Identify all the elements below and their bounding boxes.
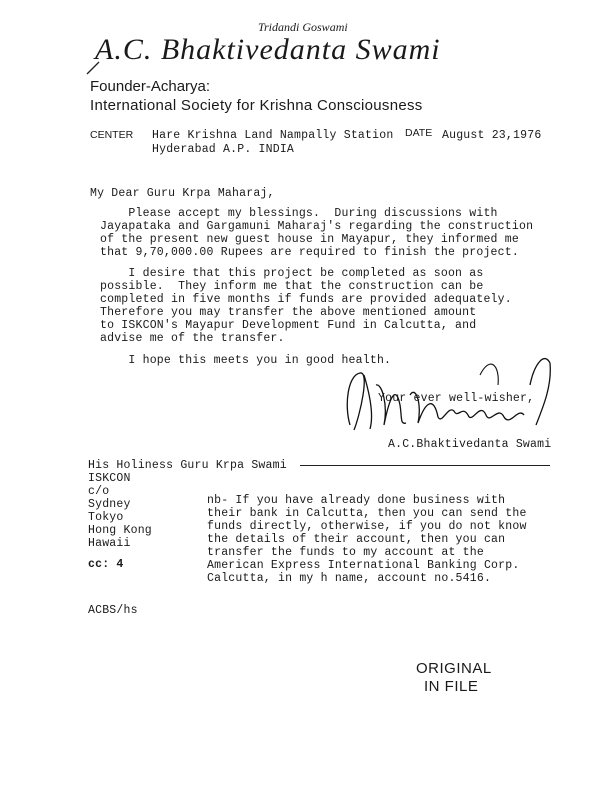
body-line: of the present new guest house in Mayapur, they informed me	[100, 233, 519, 246]
body-line: to ISKCON's Mayapur Development Fund in Calcutta, and	[100, 319, 477, 332]
recipient-line: Sydney	[88, 498, 131, 511]
nb-line: the details of their account, then you can	[207, 533, 506, 546]
date-label: DATE	[405, 127, 433, 139]
recipient-line: ISKCON	[88, 472, 131, 485]
letterhead-title: Tridandi Goswami	[258, 20, 348, 34]
date-value: August 23,1976	[442, 129, 542, 142]
original-stamp-line-1: ORIGINAL	[416, 660, 492, 677]
recipient-line: Hawaii	[88, 537, 131, 550]
nb-line: nb- If you have already done business with	[207, 494, 506, 507]
recipient-line: Hong Kong	[88, 524, 152, 537]
body-line: Please accept my blessings. During discussions with	[100, 207, 498, 220]
center-label: CENTER	[90, 129, 134, 141]
body-line: Therefore you may transfer the above mentioned amount	[100, 306, 477, 319]
letterhead-society: International Society for Krishna Consciousness	[90, 97, 423, 114]
recipient-line: His Holiness Guru Krpa Swami	[88, 459, 287, 472]
nb-line: transfer the funds to my account at the	[207, 546, 484, 559]
body-line: advise me of the transfer.	[100, 332, 285, 345]
signer-name: A.C.Bhaktivedanta Swami	[388, 438, 552, 451]
recipient-line: Tokyo	[88, 511, 124, 524]
letterhead-founder: Founder-Acharya:	[90, 78, 211, 95]
nb-line: American Express International Banking Corp.	[207, 559, 520, 572]
nb-line: funds directly, otherwise, if you do not know	[207, 520, 527, 533]
body-line: I hope this meets you in good health.	[100, 354, 392, 367]
nb-line: Calcutta, in my h name, account no.5416.	[207, 572, 492, 585]
recipient-line: c/o	[88, 485, 110, 498]
closing-phrase: Your ever well-wisher,	[378, 392, 535, 405]
body-line: I desire that this project be completed as soon as	[100, 267, 484, 280]
original-stamp-line-2: IN FILE	[424, 678, 479, 695]
typist-initials: ACBS/hs	[88, 604, 138, 617]
recipient-rule	[300, 465, 550, 466]
salutation: My Dear Guru Krpa Maharaj,	[90, 187, 275, 200]
body-line: possible. They inform me that the construction can be	[100, 280, 484, 293]
letterhead-name: A.C. Bhaktivedanta Swami	[95, 33, 441, 66]
nb-line: their bank in Calcutta, then you can send the	[207, 507, 527, 520]
cc-count: cc: 4	[88, 558, 124, 571]
center-line-2: Hyderabad A.P. INDIA	[152, 143, 295, 156]
body-line: that 9,70,000.00 Rupees are required to finish the project.	[100, 246, 519, 259]
body-line: Jayapataka and Gargamuni Maharaj's regarding the construction	[100, 220, 534, 233]
body-line: completed in five months if funds are provided adequately.	[100, 293, 512, 306]
center-line-1: Hare Krishna Land Nampally Station	[152, 129, 394, 142]
letterhead-flourish	[85, 58, 145, 78]
